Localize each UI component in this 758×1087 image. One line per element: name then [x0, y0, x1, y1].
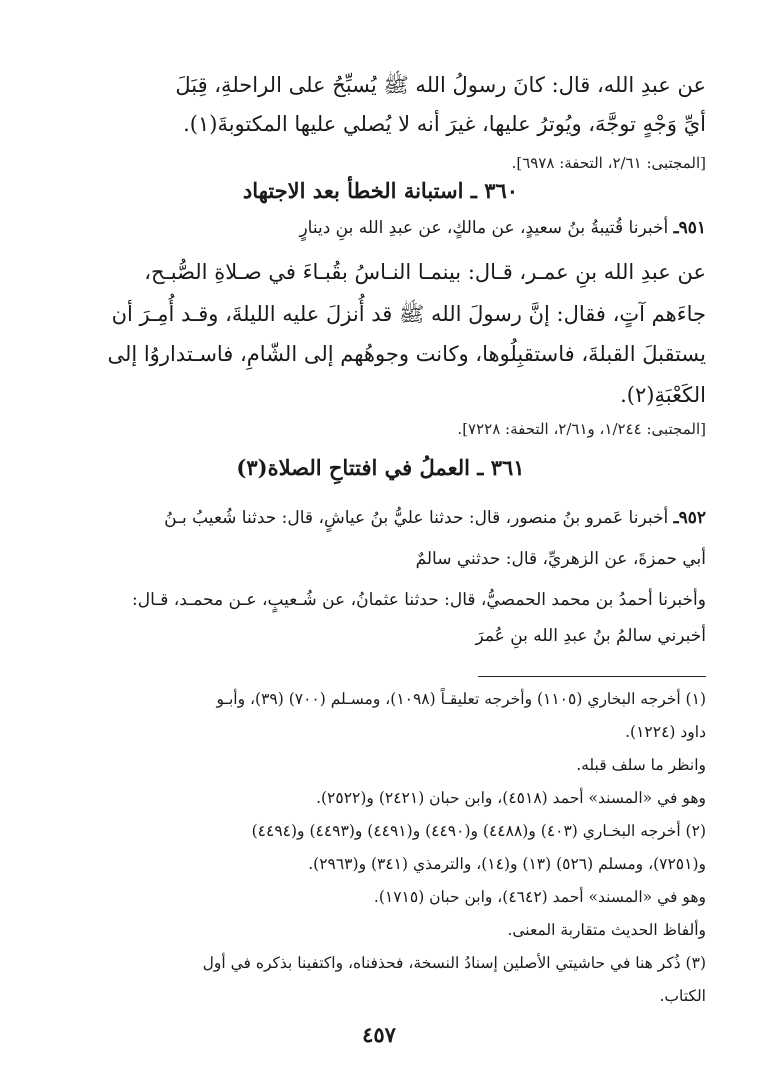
section-361-title: ٣٦١ ـ العملُ في افتتاحِ الصلاة(٣)	[236, 455, 525, 480]
hadith-951-line-2: جاءَهم آتٍ، فقال: إنَّ رسولَ الله ﷺ قد أُنزلَ عليه الليلةَ، وقـد أُمِـرَ أن	[111, 302, 706, 326]
hadith-951-line-4: الكَعْبَةِ(٢).	[620, 383, 706, 407]
intro-reference: [المجتبى: ٢/٦١، التحفة: ٦٩٧٨].	[511, 154, 706, 172]
footnote-separator	[478, 676, 706, 677]
footnote-line-2: داود (١٢٢٤).	[625, 723, 706, 741]
hadith-952-isnad-line-2: أبي حمزةَ، عن الزهريِّ، قال: حدثني سالمٌ	[415, 549, 706, 569]
intro-line-2: أيِّ وَجْهٍ توجَّهَ، ويُوترُ عليها، غيرَ أنه لا يُصلي عليها المكتوبةَ(١).	[183, 112, 706, 136]
hadith-952-isnad-line-4: أخبرني سالمُ بنُ عبدِ الله بنِ عُمرَ	[475, 626, 706, 646]
footnote-line-9: (٣) ذُكر هنا في حاشيتي الأصلين إسنادُ النسخة، فحذفناه، واكتفينا بذكره في أول	[202, 954, 706, 972]
hadith-952-isnad-line-1: أخبرنا عَمرو بنُ منصور، قال: حدثنا عليُّ بنُ عياشٍ، قال: حدثنا شُعيبُ بـنُ	[164, 508, 669, 528]
footnote-line-3: وانظر ما سلف قبله.	[576, 756, 706, 774]
hadith-952-isnad-line-3: وأخبرنا أحمدُ بن محمد الحمصيُّ، قال: حدثنا عثمانُ، عن شُـعيبٍ، عـن محمـد، قـال:	[132, 590, 706, 610]
section-360-title: ٣٦٠ ـ استبانة الخطأ بعد الاجتهاد	[242, 178, 519, 203]
hadith-951-number: ٩٥١ـ	[673, 218, 706, 238]
footnote-line-4: وهو في «المسند» أحمد (٤٥١٨)، وابن حبان (٢٤٢١) و(٢٥٢٢).	[316, 789, 706, 807]
footnote-line-7: وهو في «المسند» أحمد (٤٦٤٢)، وابن حبان (١٧١٥).	[373, 888, 706, 906]
hadith-951-lead	[55, 218, 706, 238]
hadith-951-line-1: عن عبدِ الله بنِ عمـر، قـال: بينمـا النـاسُ بقُبـاءَ في صـلاةِ الصُّبـح،	[144, 260, 706, 284]
footnote-line-10: الكتاب.	[659, 987, 706, 1005]
footnote-line-1: (١) أخرجه البخاري (١١٠٥) وأخرجه تعليقـاً (١٠٩٨)، ومسـلم (٧٠٠) (٣٩)، وأبـو	[216, 690, 706, 708]
hadith-952-lead	[55, 508, 706, 528]
hadith-951-reference: [المجتبى: ١/٢٤٤، و٢/٦١، التحفة: ٧٢٢٨].	[457, 420, 706, 438]
footnote-line-6: و(٧٢٥١)، ومسلم (٥٢٦) (١٣) و(١٤)، والترمذي (٣٤١) و(٢٩٦٣).	[308, 855, 706, 873]
footnote-line-5: (٢) أخرجه البخـاري (٤٠٣) و(٤٤٨٨) و(٤٤٩٠) و(٤٤٩١) و(٤٤٩٣) و(٤٤٩٤)	[251, 822, 706, 840]
hadith-951-isnad: أخبرنا قُتيبةُ بنُ سعيدٍ، عن مالكٍ، عن عبدِ الله بنِ دينارٍ	[299, 218, 669, 238]
page-number: ٤٥٧	[362, 1022, 396, 1047]
hadith-951-line-3: يستقبلَ القبلةَ، فاستقبِلُوها، وكانت وجوهُهم إلى الشّامِ، فاسـتداروُا إلى	[107, 342, 706, 366]
hadith-952-number: ٩٥٢ـ	[673, 508, 706, 528]
intro-line-1: عن عبدِ الله، قال: كانَ رسولُ الله ﷺ يُسبِّحُ على الراحلةِ، قِبَلَ	[175, 73, 706, 97]
footnote-line-8: وألفاظ الحديث متقاربة المعنى.	[507, 921, 706, 939]
